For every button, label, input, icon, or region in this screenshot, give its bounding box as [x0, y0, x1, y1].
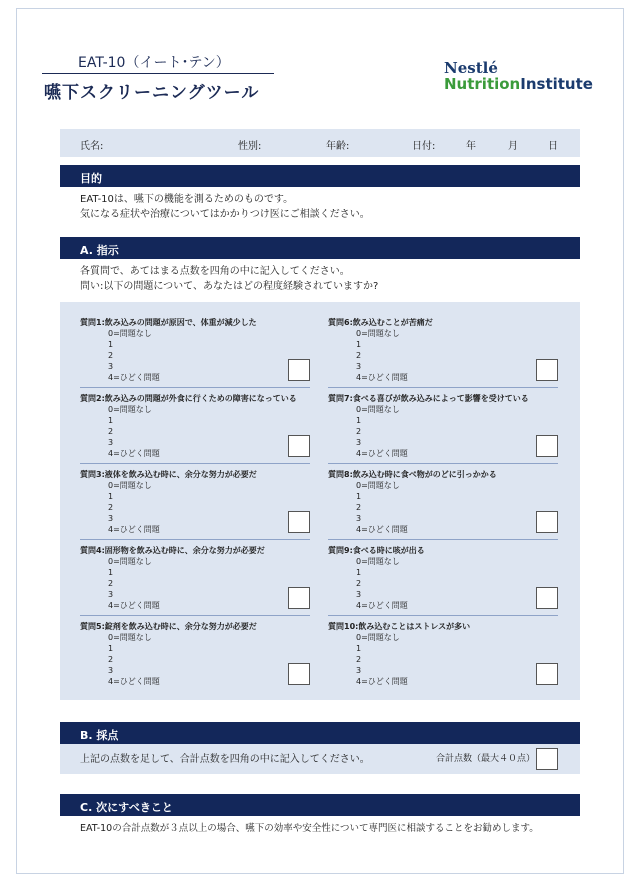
question-7 [328, 393, 558, 461]
question-10-option-1: 1 [356, 644, 362, 653]
question-7-option-4: 4=ひどく問題 [356, 449, 408, 458]
question-8-option-0: 0=問題なし [356, 481, 400, 490]
question-1-option-3: 3 [108, 362, 114, 371]
question-6-option-1: 1 [356, 340, 362, 349]
question-5 [80, 621, 310, 689]
question-4 [80, 545, 310, 613]
question-divider [328, 615, 558, 616]
question-8-score-box[interactable] [536, 511, 558, 533]
question-3-score-box[interactable] [288, 511, 310, 533]
question-4-option-4: 4=ひどく問題 [108, 601, 160, 610]
question-3-option-0: 0=問題なし [108, 481, 152, 490]
question-7-score-box[interactable] [536, 435, 558, 457]
question-2-title: 質問2:飲み込みの問題が外食に行くための障害になっている [80, 394, 297, 403]
scoring-text: 上記の点数を足して、合計点数を四角の中に記入してください。 [80, 754, 370, 765]
question-1-score-box[interactable] [288, 359, 310, 381]
purpose-text-2: 気になる症状や治療についてはかかりつけ医にご相談ください。 [80, 209, 370, 220]
question-7-option-1: 1 [356, 416, 362, 425]
next-steps-heading: C. 次にすべきこと [60, 794, 580, 816]
question-9-option-2: 2 [356, 579, 362, 588]
name-label: 氏名: [80, 141, 104, 152]
question-6-option-0: 0=問題なし [356, 329, 400, 338]
instructions-heading: A. 指示 [60, 237, 580, 259]
logo-nestle-text: Nestlé [444, 59, 498, 77]
question-5-option-2: 2 [108, 655, 114, 664]
patient-info-bar [60, 129, 580, 157]
question-7-option-0: 0=問題なし [356, 405, 400, 414]
month-label: 月 [508, 141, 518, 152]
question-9-option-1: 1 [356, 568, 362, 577]
question-divider [328, 387, 558, 388]
question-2-option-1: 1 [108, 416, 114, 425]
question-10-option-4: 4=ひどく問題 [356, 677, 408, 686]
question-7-title: 質問7:食べる喜びが飲み込みによって影響を受けている [328, 394, 529, 403]
question-9-option-4: 4=ひどく問題 [356, 601, 408, 610]
question-1-option-1: 1 [108, 340, 114, 349]
question-10-option-0: 0=問題なし [356, 633, 400, 642]
question-8 [328, 469, 558, 537]
question-9-option-3: 3 [356, 590, 362, 599]
question-2-option-3: 3 [108, 438, 114, 447]
purpose-text-1: EAT-10は、嚥下の機能を測るためのものです。 [80, 194, 294, 205]
question-1 [80, 317, 310, 385]
question-4-option-1: 1 [108, 568, 114, 577]
logo-nutrition-word: Nutrition [444, 75, 521, 93]
age-label: 年齢: [326, 141, 350, 152]
question-6-title: 質問6:飲み込むことが苦痛だ [328, 318, 433, 327]
question-5-title: 質問5:錠剤を飲み込む時に、余分な努力が必要だ [80, 622, 257, 631]
question-1-option-2: 2 [108, 351, 114, 360]
question-9-score-box[interactable] [536, 587, 558, 609]
question-4-option-2: 2 [108, 579, 114, 588]
question-divider [80, 539, 310, 540]
question-1-option-4: 4=ひどく問題 [108, 373, 160, 382]
question-2-option-0: 0=問題なし [108, 405, 152, 414]
question-10-title: 質問10:飲み込むことはストレスが多い [328, 622, 471, 631]
question-2 [80, 393, 310, 461]
question-7-option-3: 3 [356, 438, 362, 447]
form-title: 嚥下スクリーニングツール [44, 83, 260, 103]
question-6-option-2: 2 [356, 351, 362, 360]
scoring-heading: B. 採点 [60, 722, 580, 744]
question-1-option-0: 0=問題なし [108, 329, 152, 338]
question-3-option-1: 1 [108, 492, 114, 501]
question-8-option-1: 1 [356, 492, 362, 501]
question-3-title: 質問3:液体を飲み込む時に、余分な努力が必要だ [80, 470, 257, 479]
question-5-option-3: 3 [108, 666, 114, 675]
question-2-option-2: 2 [108, 427, 114, 436]
question-3-option-2: 2 [108, 503, 114, 512]
question-3-option-3: 3 [108, 514, 114, 523]
question-5-option-4: 4=ひどく問題 [108, 677, 160, 686]
question-4-score-box[interactable] [288, 587, 310, 609]
next-steps-text: EAT-10の合計点数が３点以上の場合、嚥下の効率や安全性について専門医に相談することをお勧めします。 [80, 823, 539, 834]
question-10-option-2: 2 [356, 655, 362, 664]
year-label: 年 [466, 141, 476, 152]
question-9-title: 質問9:食べる時に咳が出る [328, 546, 425, 555]
question-5-option-0: 0=問題なし [108, 633, 152, 642]
question-6 [328, 317, 558, 385]
question-divider [328, 539, 558, 540]
question-5-score-box[interactable] [288, 663, 310, 685]
purpose-heading: 目的 [60, 165, 580, 187]
question-8-option-4: 4=ひどく問題 [356, 525, 408, 534]
question-4-option-3: 3 [108, 590, 114, 599]
question-7-option-2: 2 [356, 427, 362, 436]
logo-institute-text [444, 76, 593, 93]
question-3 [80, 469, 310, 537]
question-3-option-4: 4=ひどく問題 [108, 525, 160, 534]
question-2-score-box[interactable] [288, 435, 310, 457]
question-4-title: 質問4:固形物を飲み込む時に、余分な努力が必要だ [80, 546, 265, 555]
date-label: 日付: [412, 141, 436, 152]
question-10-score-box[interactable] [536, 663, 558, 685]
question-10 [328, 621, 558, 689]
question-8-title: 質問8:飲み込む時に食べ物がのどに引っかかる [328, 470, 497, 479]
question-4-option-0: 0=問題なし [108, 557, 152, 566]
question-6-score-box[interactable] [536, 359, 558, 381]
question-2-option-4: 4=ひどく問題 [108, 449, 160, 458]
total-score-label: 合計点数（最大４０点） [436, 754, 536, 764]
header-divider [42, 73, 274, 74]
question-10-option-3: 3 [356, 666, 362, 675]
question-divider [80, 615, 310, 616]
nestle-logo [444, 60, 593, 93]
question-1-title: 質問1:飲み込みの問題が原因で、体重が減少した [80, 318, 257, 327]
gender-label: 性別: [238, 141, 262, 152]
form-subtitle: EAT-10（イート･テン） [78, 55, 230, 71]
question-5-option-1: 1 [108, 644, 114, 653]
day-label: 日 [548, 141, 558, 152]
question-9-option-0: 0=問題なし [356, 557, 400, 566]
instructions-text-2: 問い:以下の問題について、あなたはどの程度経験されていますか? [80, 281, 379, 292]
question-9 [328, 545, 558, 613]
question-divider [80, 387, 310, 388]
question-8-option-2: 2 [356, 503, 362, 512]
question-8-option-3: 3 [356, 514, 362, 523]
question-6-option-3: 3 [356, 362, 362, 371]
total-score-box[interactable] [536, 748, 558, 770]
question-divider [328, 463, 558, 464]
logo-institute-word: Institute [520, 75, 593, 93]
instructions-text-1: 各質問で、あてはまる点数を四角の中に記入してください。 [80, 266, 350, 277]
question-6-option-4: 4=ひどく問題 [356, 373, 408, 382]
question-divider [80, 463, 310, 464]
